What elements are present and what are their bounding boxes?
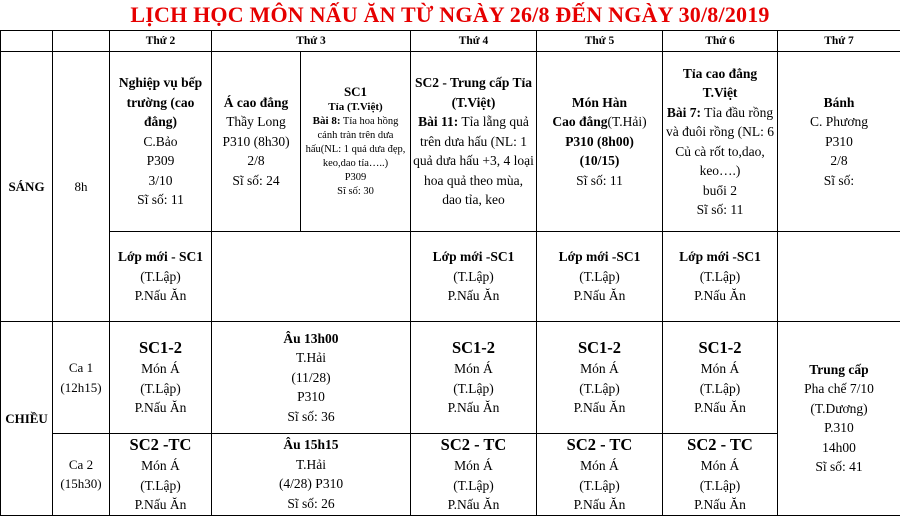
teacher: (T.Lập) <box>112 476 209 496</box>
header-row <box>1 31 900 52</box>
class-title: SC1 <box>303 84 408 100</box>
room: P309 <box>112 151 209 171</box>
cell-mon-ca2 <box>110 434 212 516</box>
cell-fri-ca1 <box>663 322 778 434</box>
ca2-label <box>53 434 110 516</box>
class-title: SC2 - TC <box>665 434 775 456</box>
level: Cao đẳng <box>552 114 607 129</box>
ca1-label <box>53 322 110 434</box>
subject: Món Á <box>413 456 534 476</box>
header-blank <box>1 31 53 52</box>
cell-thu-ca2 <box>537 434 663 516</box>
room: P310 <box>214 387 408 407</box>
class-size: Sĩ số: 11 <box>112 190 209 210</box>
cell-fri-morning-2 <box>663 232 778 322</box>
subject: Món Á <box>112 359 209 379</box>
class-title: Nghiệp vụ bếp trường (cao đẳng) <box>112 73 209 132</box>
subject: Món Á <box>413 359 534 379</box>
subject: Món Á <box>112 456 209 476</box>
class-title: Tỉa cao đẳng T.Việt <box>665 64 775 103</box>
class-title: Món Hàn <box>539 93 660 113</box>
session-morning-label: SÁNG <box>1 52 53 322</box>
class-title: SC1-2 <box>112 337 209 359</box>
class-title: SC1-2 <box>413 337 534 359</box>
room: P.Nấu Ăn <box>665 495 775 515</box>
room: P.Nấu Ăn <box>112 286 209 306</box>
class-title: Âu 13h00 <box>214 329 408 349</box>
lesson-text: Tỉa lẵng quả trên dưa hấu (NL: 1 quả dưa hấu +3, 4 loại hoa quả theo mùa, dao tỉa, keo <box>413 114 534 207</box>
class-title: Á cao đẳng <box>214 93 298 113</box>
class-size: Sĩ số: 41 <box>780 457 898 477</box>
cell-sat-afternoon <box>778 322 900 516</box>
class-title: Lớp mới -SC1 <box>539 247 660 267</box>
room: P.310 <box>780 418 898 438</box>
cell-wed-ca1 <box>411 322 537 434</box>
class-title: SC2 - Trung cấp Tỉa (T.Việt) <box>413 73 534 112</box>
progress: 3/10 <box>112 171 209 191</box>
class-size: Sĩ số: 36 <box>214 407 408 427</box>
cell-wed-morning-2 <box>411 232 537 322</box>
room: P.Nấu Ăn <box>539 398 660 418</box>
room: P.Nấu Ăn <box>665 398 775 418</box>
session-number: buổi 2 <box>665 181 775 201</box>
teacher: C.Bảo <box>112 132 209 152</box>
header-day-mon: Thứ 2 <box>110 31 212 52</box>
progress-room: (4/28) P310 <box>214 474 408 494</box>
afternoon-row-ca2 <box>1 434 900 516</box>
room: P310 <box>780 132 898 152</box>
schedule-table <box>0 30 900 516</box>
subject: Món Á <box>665 359 775 379</box>
header-day-tue: Thứ 3 <box>212 31 411 52</box>
afternoon-row-ca1 <box>1 322 900 434</box>
subject: Món Á <box>665 456 775 476</box>
teacher: (T.Lập) <box>112 379 209 399</box>
progress: 2/8 <box>780 151 898 171</box>
ca2-name: Ca 2 <box>55 455 107 475</box>
subject: Pha chế 7/10 <box>780 379 898 399</box>
teacher: Thầy Long <box>214 112 298 132</box>
cell-mon-morning <box>110 52 212 232</box>
teacher: (T.Hải) <box>608 114 647 129</box>
room: P.Nấu Ăn <box>413 398 534 418</box>
class-title: SC2 - TC <box>539 434 660 456</box>
class-title: Bánh <box>780 93 898 113</box>
cell-thu-morning-2 <box>537 232 663 322</box>
class-size: Sĩ số: 26 <box>214 494 408 514</box>
lesson-text: Tỉa hoa hồng cánh tràn trên dưa hấu(NL: 1 quả dưa đẹp, keo,dao tỉa…..) <box>306 116 406 169</box>
teacher: (T.Dương) <box>780 399 898 419</box>
teacher: (T.Lập) <box>112 267 209 287</box>
session-afternoon-label: CHIỀU <box>1 322 53 516</box>
teacher: (T.Lập) <box>665 379 775 399</box>
subject: Món Á <box>539 456 660 476</box>
room: P.Nấu Ăn <box>413 495 534 515</box>
class-title: Lớp mới -SC1 <box>413 247 534 267</box>
lesson-label: Bài 7: <box>667 105 701 120</box>
teacher: (T.Lập) <box>665 476 775 496</box>
room: P310 (8h00) <box>539 132 660 152</box>
morning-time: 8h <box>53 52 110 322</box>
cell-tue-morning-b <box>301 52 411 232</box>
class-title: SC1-2 <box>539 337 660 359</box>
lesson-label: Bài 11: <box>418 114 458 129</box>
cell-wed-ca2 <box>411 434 537 516</box>
cell-tue-morning-2-empty <box>212 232 411 322</box>
room: P.Nấu Ăn <box>539 286 660 306</box>
teacher: (T.Lập) <box>539 267 660 287</box>
class-title: SC2 -TC <box>112 434 209 456</box>
cell-mon-ca1 <box>110 322 212 434</box>
class-size: Sĩ số: 24 <box>214 171 298 191</box>
class-title: Âu 15h15 <box>214 435 408 455</box>
lesson-text: Tỉa đầu rồng và đuôi rồng (NL: 6 Củ cà rốt to,dao, keo….) <box>666 105 774 179</box>
room: P.Nấu Ăn <box>112 398 209 418</box>
cell-mon-morning-2 <box>110 232 212 322</box>
class-title: Trung cấp <box>780 360 898 380</box>
header-blank <box>53 31 110 52</box>
teacher: T.Hải <box>214 348 408 368</box>
teacher: T.Hải <box>214 455 408 475</box>
morning-row-1 <box>1 52 900 232</box>
teacher: (T.Lập) <box>413 476 534 496</box>
start-time: 14h00 <box>780 438 898 458</box>
lesson-label: Bài 8: <box>313 115 341 127</box>
cell-thu-morning <box>537 52 663 232</box>
class-size: Sĩ số: 11 <box>665 200 775 220</box>
progress: (10/15) <box>539 151 660 171</box>
header-day-fri: Thứ 6 <box>663 31 778 52</box>
teacher: (T.Lập) <box>413 267 534 287</box>
class-size: Sĩ số: 30 <box>303 185 408 199</box>
ca2-time: (15h30) <box>55 474 107 494</box>
teacher: (T.Lập) <box>539 379 660 399</box>
cell-sat-morning-2-empty <box>778 232 900 322</box>
room: P309 <box>303 171 408 185</box>
subject: Món Á <box>539 359 660 379</box>
class-title: Lớp mới -SC1 <box>665 247 775 267</box>
room: P.Nấu Ăn <box>665 286 775 306</box>
cell-tue-morning-a <box>212 52 301 232</box>
cell-thu-ca1 <box>537 322 663 434</box>
cell-fri-ca2 <box>663 434 778 516</box>
class-title: Lớp mới - SC1 <box>112 247 209 267</box>
cell-fri-morning <box>663 52 778 232</box>
room: P310 (8h30) <box>214 132 298 152</box>
teacher: (T.Lập) <box>665 267 775 287</box>
room: P.Nấu Ăn <box>112 495 209 515</box>
class-size: Sĩ số: 11 <box>539 171 660 191</box>
ca1-time: (12h15) <box>55 378 107 398</box>
page-title: LỊCH HỌC MÔN NẤU ĂN TỪ NGÀY 26/8 ĐẾN NGÀY 30/8/2019 <box>0 0 900 30</box>
class-size: Sĩ số: <box>780 171 898 191</box>
progress: 2/8 <box>214 151 298 171</box>
class-subtitle: Tỉa (T.Việt) <box>303 100 408 114</box>
teacher: (T.Lập) <box>413 379 534 399</box>
room: P.Nấu Ăn <box>413 286 534 306</box>
cell-tue-ca2 <box>212 434 411 516</box>
teacher: (T.Lập) <box>539 476 660 496</box>
cell-tue-ca1 <box>212 322 411 434</box>
class-title: SC1-2 <box>665 337 775 359</box>
room: P.Nấu Ăn <box>539 495 660 515</box>
class-title: SC2 - TC <box>413 434 534 456</box>
ca1-name: Ca 1 <box>55 358 107 378</box>
teacher: C. Phương <box>780 112 898 132</box>
cell-sat-morning <box>778 52 900 232</box>
cell-wed-morning <box>411 52 537 232</box>
header-day-wed: Thứ 4 <box>411 31 537 52</box>
header-day-sat: Thứ 7 <box>778 31 900 52</box>
header-day-thu: Thứ 5 <box>537 31 663 52</box>
morning-row-2 <box>1 232 900 322</box>
progress: (11/28) <box>214 368 408 388</box>
